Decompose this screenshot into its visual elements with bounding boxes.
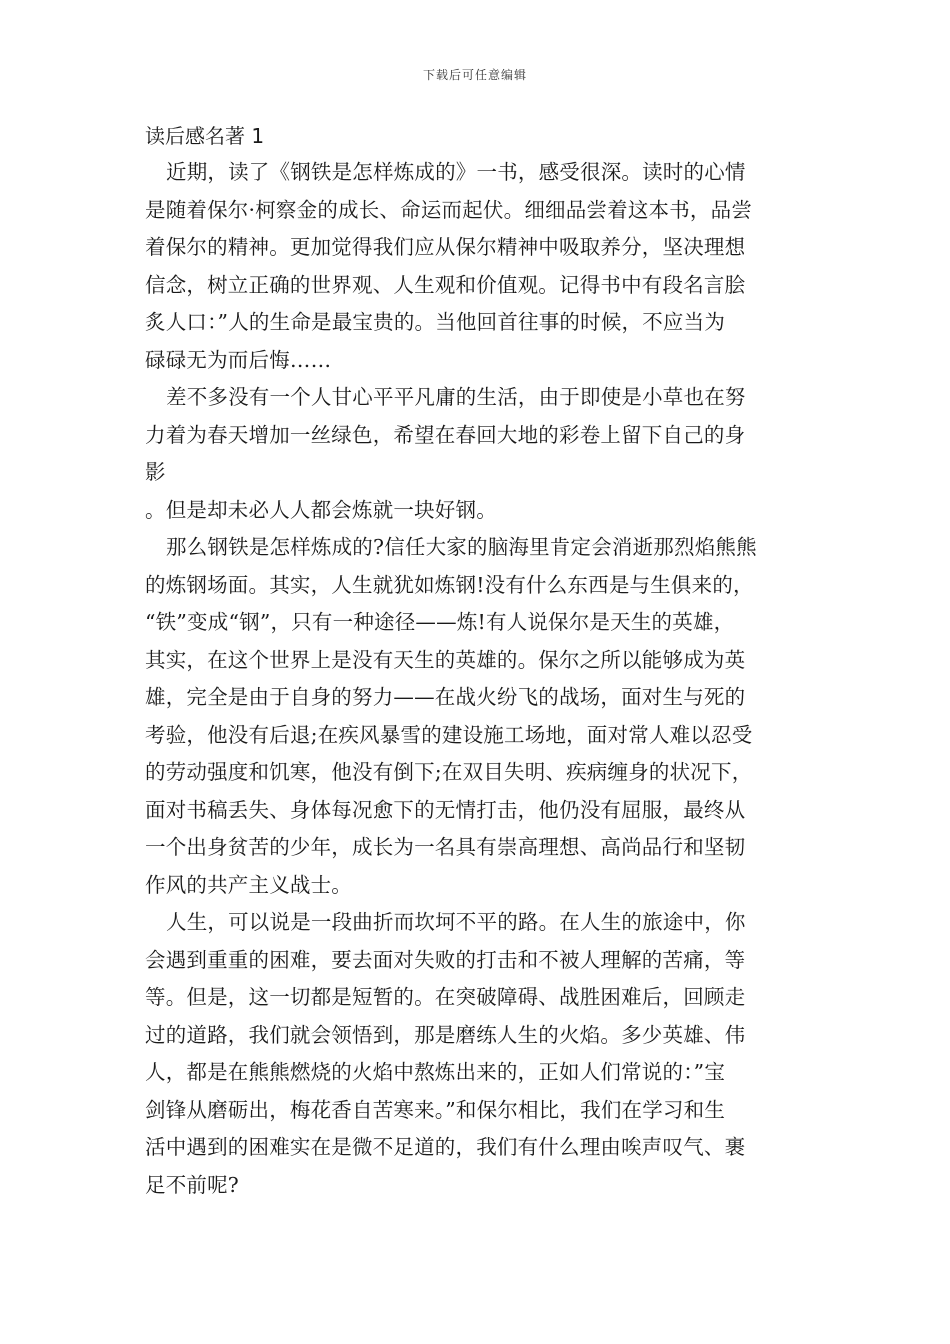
text-line: 那么钢铁是怎样炼成的?信任大家的脑海里肯定会消逝那烈焰熊熊 [166,535,757,559]
text-line: 信念，树立正确的世界观、人生观和价值观。记得书中有段名言脍 [145,272,746,297]
text-line: 差不多没有一个人甘心平平凡庸的生活，由于即使是小草也在努 [166,385,746,409]
document-title: 读后感名著 1 [145,124,265,148]
text-line: 是随着保尔·柯察金的成长、命运而起伏。细细品尝着这本书，品尝 [145,197,753,222]
page-header: 下载后可任意编辑 [422,68,527,82]
text-line: 力着为春天增加一丝绿色，希望在春回大地的彩卷上留下自己的身 [145,422,746,447]
document-body [145,118,810,1204]
paragraph [145,529,810,904]
text-line: 影 [145,460,166,484]
text-line: 其实，在这个世界上是没有天生的英雄的。保尔之所以能够成为英 [145,647,746,672]
text-line: 等。但是，这一切都是短暂的。在突破障碍、战胜困难后，回顾走 [145,985,746,1009]
paragraph [145,904,810,1204]
text-line: 的炼钢场面。其实，人生就犹如炼钢!没有什么东西是与生俱来的， [145,572,754,597]
text-line: 过的道路，我们就会领悟到，那是磨练人生的火焰。多少英雄、伟 [145,1022,746,1047]
paragraph [145,379,810,529]
text-line: 作风的共产主义战士。 [145,872,352,897]
text-line: 碌碌无为而后悔…… [145,347,332,372]
text-line: 考验，他没有后退;在疾风暴雪的建设施工场地，面对常人难以忍受 [145,722,753,747]
text-line: 近期，读了《钢铁是怎样炼成的》一书，感受很深。读时的心情 [166,160,746,184]
text-line: 炙人口：”人的生命是最宝贵的。当他回首往事的时候，不应当为 [145,310,726,334]
text-line: 一个出身贫苦的少年，成长为一名具有崇高理想、高尚品行和坚韧 [145,835,746,859]
text-line: 活中遇到的困难实在是微不足道的，我们有什么理由唉声叹气、裹 [145,1135,746,1159]
text-line: “铁”变成“钢”，只有一种途径——炼!有人说保尔是天生的英雄， [145,610,735,634]
text-line: 会遇到重重的困难，要去面对失败的打击和不被人理解的苦痛，等 [145,947,746,972]
text-line: 人生，可以说是一段曲折而坎坷不平的路。在人生的旅途中，你 [166,910,746,934]
text-line: 足不前呢? [145,1172,239,1197]
text-line: 的劳动强度和饥寒，他没有倒下;在双目失明、疾病缠身的状况下， [145,760,753,784]
text-line: 人，都是在熊熊燃烧的火焰中熬炼出来的，正如人们常说的：”宝 [145,1060,726,1084]
text-line: 。但是却未必人人都会炼就一块好钢。 [145,497,497,522]
text-line: 雄，完全是由于自身的努力——在战火纷飞的战场，面对生与死的 [145,685,746,709]
text-line: 剑锋从磨砺出，梅花香自苦寒来。”和保尔相比，我们在学习和生 [145,1097,726,1122]
text-line: 面对书稿丢失、身体每况愈下的无情打击，他仍没有屈服，最终从 [145,797,746,822]
paragraph [145,154,810,379]
text-line: 着保尔的精神。更加觉得我们应从保尔精神中吸取养分，坚决理想 [145,235,746,259]
